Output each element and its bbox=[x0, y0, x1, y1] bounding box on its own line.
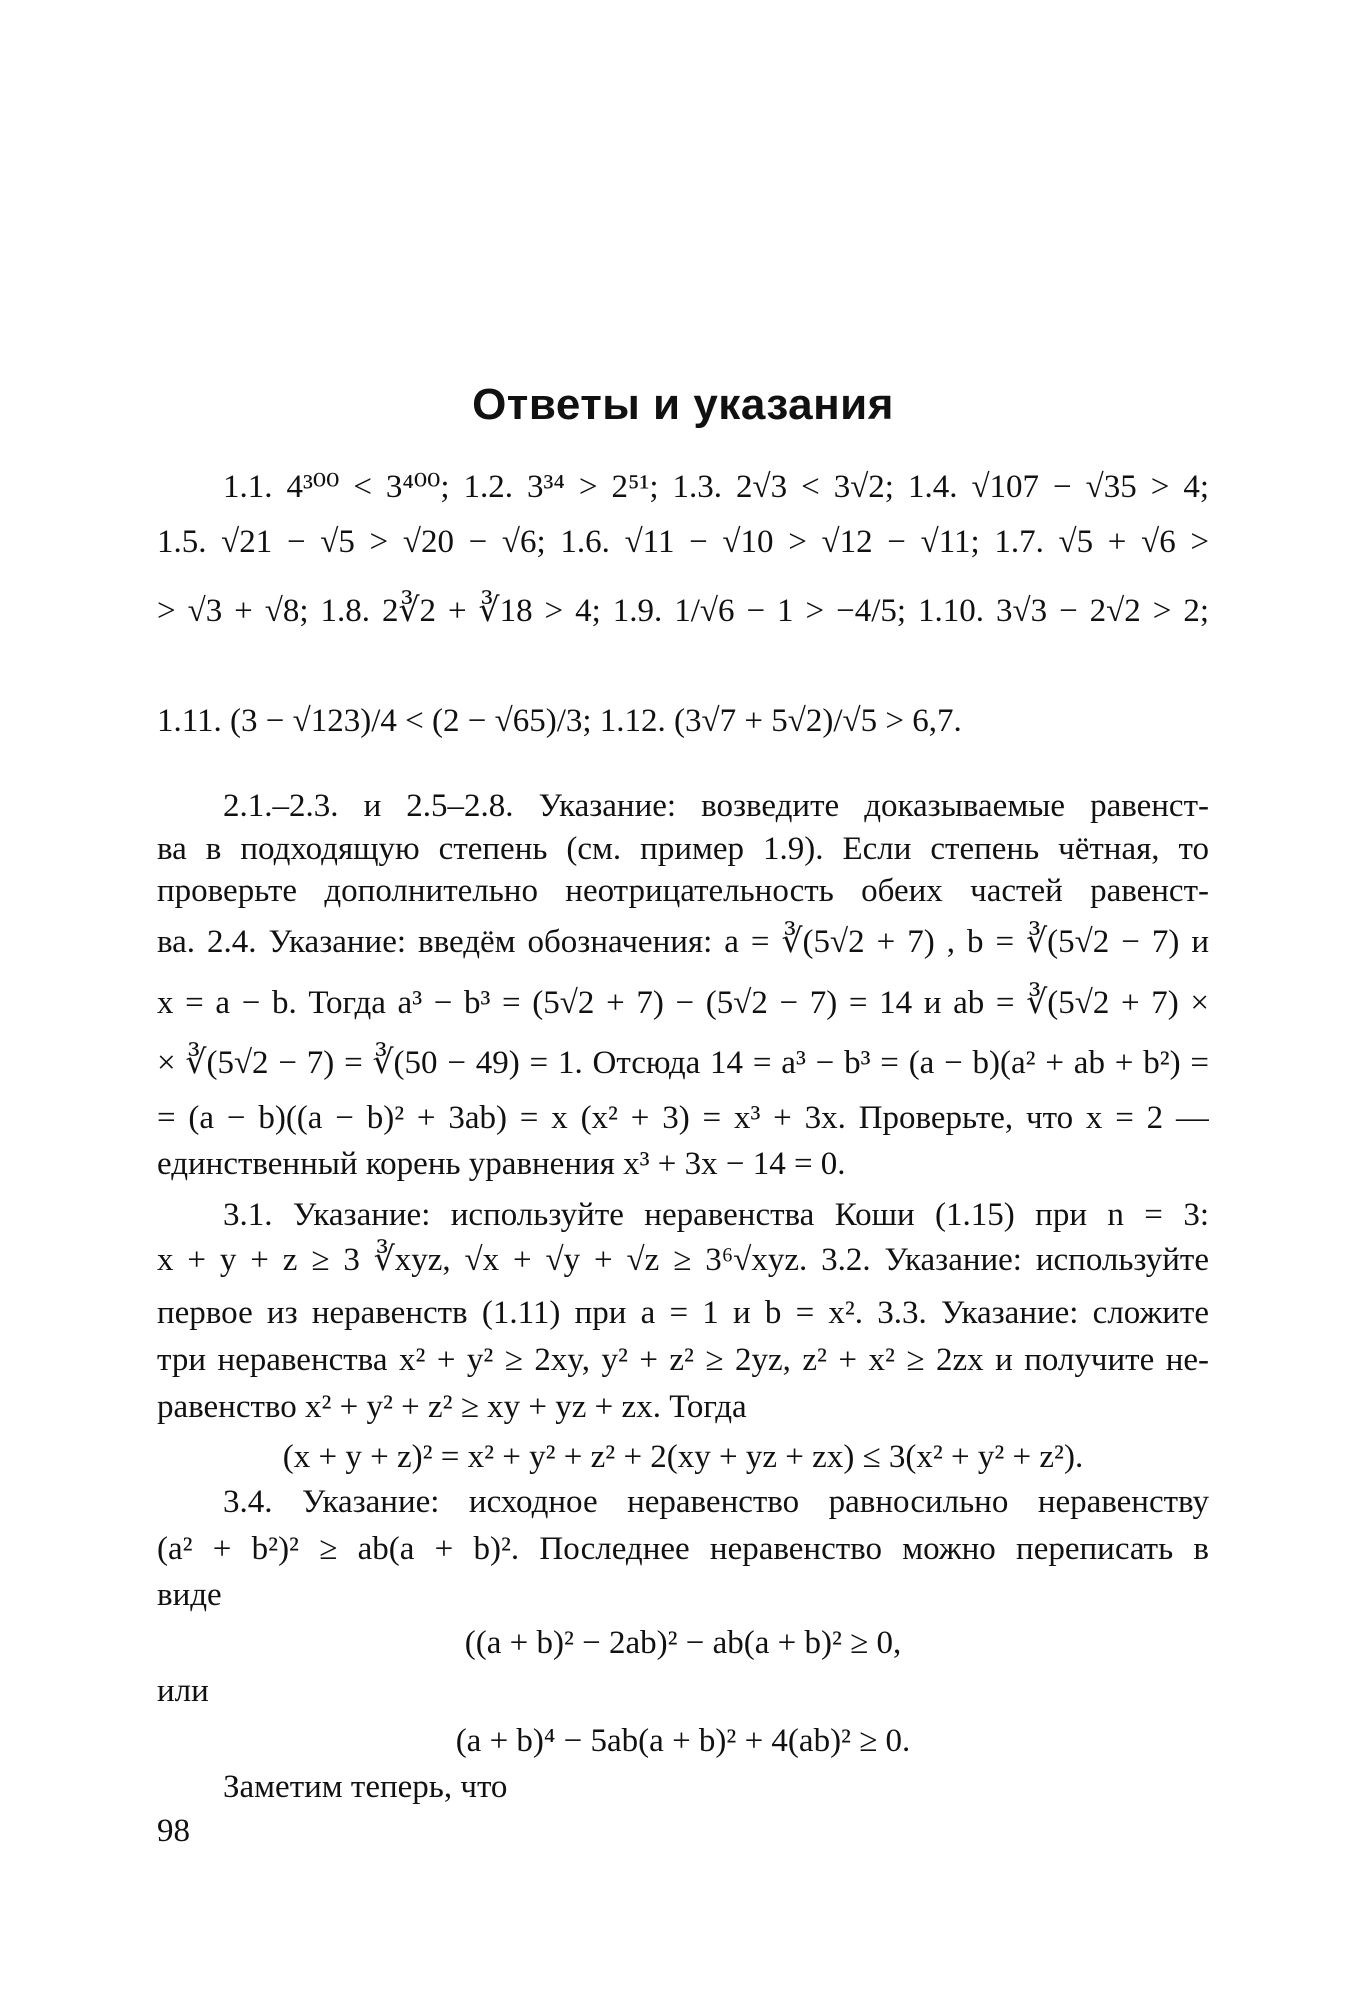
text-line: ва. 2.4. Указание: введём обозначения: a = ∛(5√2 + 7) , b = ∛(5√2 − 7) и bbox=[157, 924, 1209, 960]
text-line: 3.4. Указание: исходное неравенство равносильно неравенству bbox=[223, 1484, 1209, 1520]
text-line: > √3 + √8; 1.8. 2∛2 + ∛18 > 4; 1.9. 1/√6 − 1 > −4/5; 1.10. 3√3 − 2√2 > 2; bbox=[157, 593, 1209, 629]
text-line: виде bbox=[157, 1577, 222, 1613]
text-line: 2.1.–2.3. и 2.5–2.8. Указание: возведите доказываемые равенст- bbox=[223, 788, 1209, 824]
text-line: 3.1. Указание: используйте неравенства Коши (1.15) при n = 3: bbox=[223, 1197, 1209, 1233]
text-line: x + y + z ≥ 3 ∛xyz, √x + √y + √z ≥ 3⁶√xyz. 3.2. Указание: используйте bbox=[157, 1242, 1209, 1278]
formula-line: ((a + b)² − 2ab)² − ab(a + b)² ≥ 0, bbox=[464, 1625, 902, 1661]
text-line: 1.11. (3 − √123)/4 < (2 − √65)/3; 1.12. (3√7 + 5√2)/√5 > 6,7. bbox=[157, 703, 962, 739]
text-line: Заметим теперь, что bbox=[223, 1769, 508, 1805]
formula-line: (x + y + z)² = x² + y² + z² + 2(xy + yz + zx) ≤ 3(x² + y² + z²). bbox=[282, 1439, 1084, 1475]
text-line: 1.5. √21 − √5 > √20 − √6; 1.6. √11 − √10 > √12 − √11; 1.7. √5 + √6 > bbox=[157, 524, 1209, 560]
text-line: равенство x² + y² + z² ≥ xy + yz + zx. Тогда bbox=[157, 1389, 747, 1425]
text-line: (a² + b²)² ≥ ab(a + b)². Последнее неравенство можно переписать в bbox=[157, 1531, 1209, 1567]
text-line: три неравенства x² + y² ≥ 2xy, y² + z² ≥ 2yz, z² + x² ≥ 2zx и получите не- bbox=[157, 1342, 1209, 1378]
text-line: ва в подходящую степень (см. пример 1.9). Если степень чётная, то bbox=[157, 831, 1209, 867]
formula-line: (a + b)⁴ − 5ab(a + b)² + 4(ab)² ≥ 0. bbox=[455, 1723, 911, 1759]
text-line: × ∛(5√2 − 7) = ∛(50 − 49) = 1. Отсюда 14 = a³ − b³ = (a − b)(a² + ab + b²) = bbox=[157, 1045, 1209, 1081]
text-line: или bbox=[157, 1673, 209, 1709]
text-line: x = a − b. Тогда a³ − b³ = (5√2 + 7) − (5√2 − 7) = 14 и ab = ∛(5√2 + 7) × bbox=[157, 985, 1209, 1021]
text-line: 1.1. 4³⁰⁰ < 3⁴⁰⁰; 1.2. 3³⁴ > 2⁵¹; 1.3. 2√3 < 3√2; 1.4. √107 − √35 > 4; bbox=[223, 469, 1209, 505]
text-line: проверьте дополнительно неотрицательность обеих частей равенст- bbox=[157, 873, 1209, 909]
section-title: Ответы и указания bbox=[472, 380, 894, 429]
text-line: единственный корень уравнения x³ + 3x − 14 = 0. bbox=[157, 1146, 846, 1182]
page-number: 98 bbox=[157, 1813, 190, 1849]
text-line: первое из неравенств (1.11) при a = 1 и b = x². 3.3. Указание: сложите bbox=[157, 1295, 1209, 1331]
text-line: = (a − b)((a − b)² + 3ab) = x (x² + 3) = x³ + 3x. Проверьте, что x = 2 — bbox=[157, 1100, 1209, 1136]
